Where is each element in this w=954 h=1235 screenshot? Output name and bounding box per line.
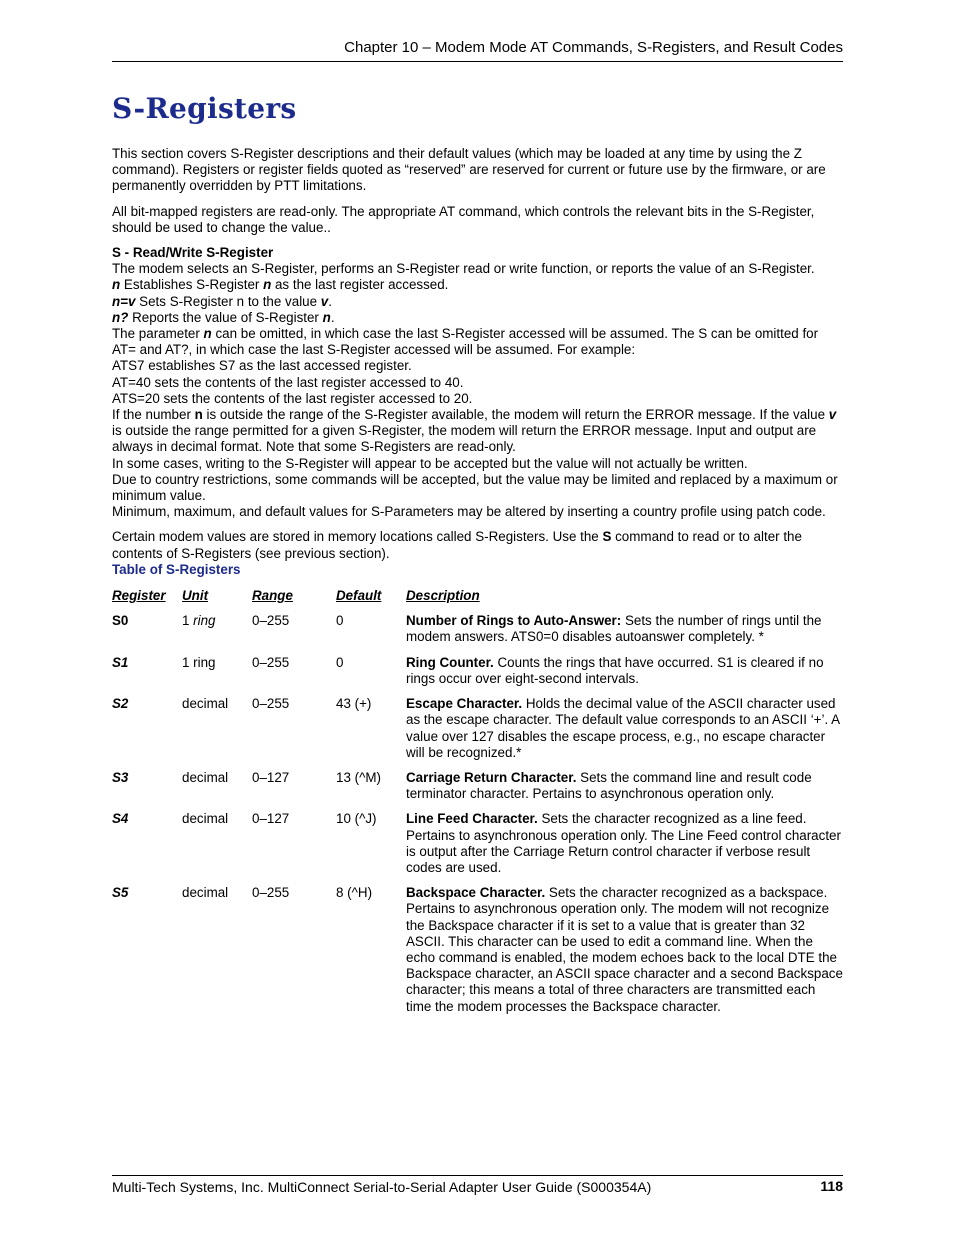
- example-ats7: ATS7 establishes S7 as the last accessed register.: [112, 358, 412, 374]
- register-default: 43 (+): [336, 696, 372, 712]
- header-unit: Unit: [182, 588, 209, 604]
- register-name: S4: [112, 811, 129, 827]
- register-name: S3: [112, 769, 129, 785]
- s-command-heading: S - Read/Write S-Register: [112, 245, 274, 261]
- s-command-parameter-note: The parameter n can be omitted, in which case the last S-Register accessed will be assumed. The S can be omitted for AT= and AT?, in which case the last S-Register accessed will be assumed. For example:: [112, 326, 819, 358]
- intro-paragraph-1: This section covers S-Register descriptions and their default values (which may be loaded at any time by using the Z command). Registers or register fields quoted as “reserved” are reserved for current or future use by the firmware, or are permanently overridden by PTT limitations.: [112, 146, 826, 194]
- range-note: If the number n is outside the range of the S-Register available, the modem will return the ERROR message. If the value v is outside the range permitted for a given S-Register, the modem will return the ERROR message. Input and output are always in decimal format. Note that some S-Registers are read-only.: [112, 407, 837, 455]
- s-command-n: n Establishes S-Register n as the last register accessed.: [112, 277, 449, 293]
- example-ats20: ATS=20 sets the contents of the last register accessed to 20.: [112, 390, 473, 406]
- s-command-description: The modem selects an S-Register, performs an S-Register read or write function, or reports the value of an S-Register.: [112, 261, 815, 277]
- header-range: Range: [252, 588, 293, 604]
- running-header: Chapter 10 – Modem Mode AT Commands, S-Registers, and Result Codes: [112, 39, 843, 62]
- write-note: In some cases, writing to the S-Register will appear to be accepted but the value will not actually be written.: [112, 455, 748, 471]
- footer-divider: [112, 1175, 843, 1176]
- header-description: Description: [406, 588, 480, 604]
- header-default: Default: [336, 588, 382, 604]
- table-row: [112, 655, 844, 687]
- register-unit: decimal: [182, 696, 229, 712]
- register-name: S1: [112, 654, 129, 670]
- s-registers-overview: Certain modem values are stored in memory locations called S-Registers. Use the S command to read or to alter the contents of S-Registers (see previous section).: [112, 529, 802, 561]
- register-range: 0–255: [252, 885, 290, 901]
- header-register: Register: [112, 588, 166, 604]
- intro-paragraph-2: All bit-mapped registers are read-only. The appropriate AT command, which controls the relevant bits in the S-Register, should be used to change the value..: [112, 203, 815, 235]
- table-header-row: [112, 588, 844, 604]
- s-command-n-equals-v: n=v Sets S-Register n to the value v.: [112, 293, 332, 309]
- footer-text: Multi-Tech Systems, Inc. MultiConnect Serial-to-Serial Adapter User Guide (S000354A): [112, 1179, 652, 1195]
- register-range: 0–127: [252, 811, 290, 827]
- register-default: 0: [336, 613, 344, 629]
- page-title: S-Registers: [112, 92, 297, 125]
- table-title: Table of S-Registers: [112, 561, 241, 577]
- register-range: 0–255: [252, 613, 290, 629]
- register-name: S5: [112, 885, 129, 901]
- main-content: [112, 146, 844, 1015]
- table-row: [112, 696, 844, 761]
- register-description: Line Feed Character. Sets the character recognized as a line feed. Pertains to asynchronous operation only. The Line Feed control character is output after the Carriage Return control character if verbose result codes are used.: [406, 811, 841, 875]
- table-row: [112, 613, 844, 645]
- country-profile-note: Minimum, maximum, and default values for S-Parameters may be altered by inserting a country profile using patch code.: [112, 504, 826, 520]
- register-description: Backspace Character. Sets the character recognized as a backspace. Pertains to asynchronous operation only. The modem will not recognize the Backspace character if it is set to a value that is greater than 32 ASCII. This character can be used to edit a command line. When the echo command is enabled, the modem echoes back to the local DTE the Backspace character, an ASCII space character and a second Backspace character; this means a total of three characters are transmitted each time the modem processes the Backspace character.: [406, 885, 843, 1014]
- page-number: 118: [820, 1178, 843, 1194]
- register-range: 0–127: [252, 769, 290, 785]
- register-description: Ring Counter. Counts the rings that have occurred. S1 is cleared if no rings occur over eight-second intervals.: [406, 654, 824, 686]
- s-command-n-query: n? Reports the value of S-Register n.: [112, 309, 335, 325]
- register-name: S2: [112, 696, 129, 712]
- register-description: Number of Rings to Auto-Answer: Sets the number of rings until the modem answers. ATS0=0 disables autoanswer completely. *: [406, 613, 822, 645]
- register-default: 13 (^M): [336, 769, 381, 785]
- register-default: 10 (^J): [336, 811, 377, 827]
- example-at40: AT=40 sets the contents of the last register accessed to 40.: [112, 374, 464, 390]
- register-default: 8 (^H): [336, 885, 373, 901]
- table-row: [112, 770, 844, 802]
- register-range: 0–255: [252, 654, 290, 670]
- register-description: Escape Character. Holds the decimal value of the ASCII character used as the escape character. The default value corresponds to an ASCII ‘+’. A value over 127 disables the escape process, e.g., no escape character will be recognized.*: [406, 696, 840, 760]
- register-name: S0: [112, 613, 129, 629]
- register-unit: decimal: [182, 885, 229, 901]
- table-row: [112, 885, 844, 1015]
- register-default: 0: [336, 654, 344, 670]
- register-unit: 1 ring: [182, 654, 216, 670]
- register-description: Carriage Return Character. Sets the command line and result code terminator character. Pertains to asynchronous operation only.: [406, 769, 812, 802]
- register-unit: decimal: [182, 769, 229, 785]
- table-row: [112, 811, 844, 876]
- country-note: Due to country restrictions, some commands will be accepted, but the value may be limited and replaced by a maximum or minimum value.: [112, 471, 838, 504]
- register-range: 0–255: [252, 696, 290, 712]
- register-unit: decimal: [182, 811, 229, 827]
- register-unit: 1 ring: [182, 613, 216, 629]
